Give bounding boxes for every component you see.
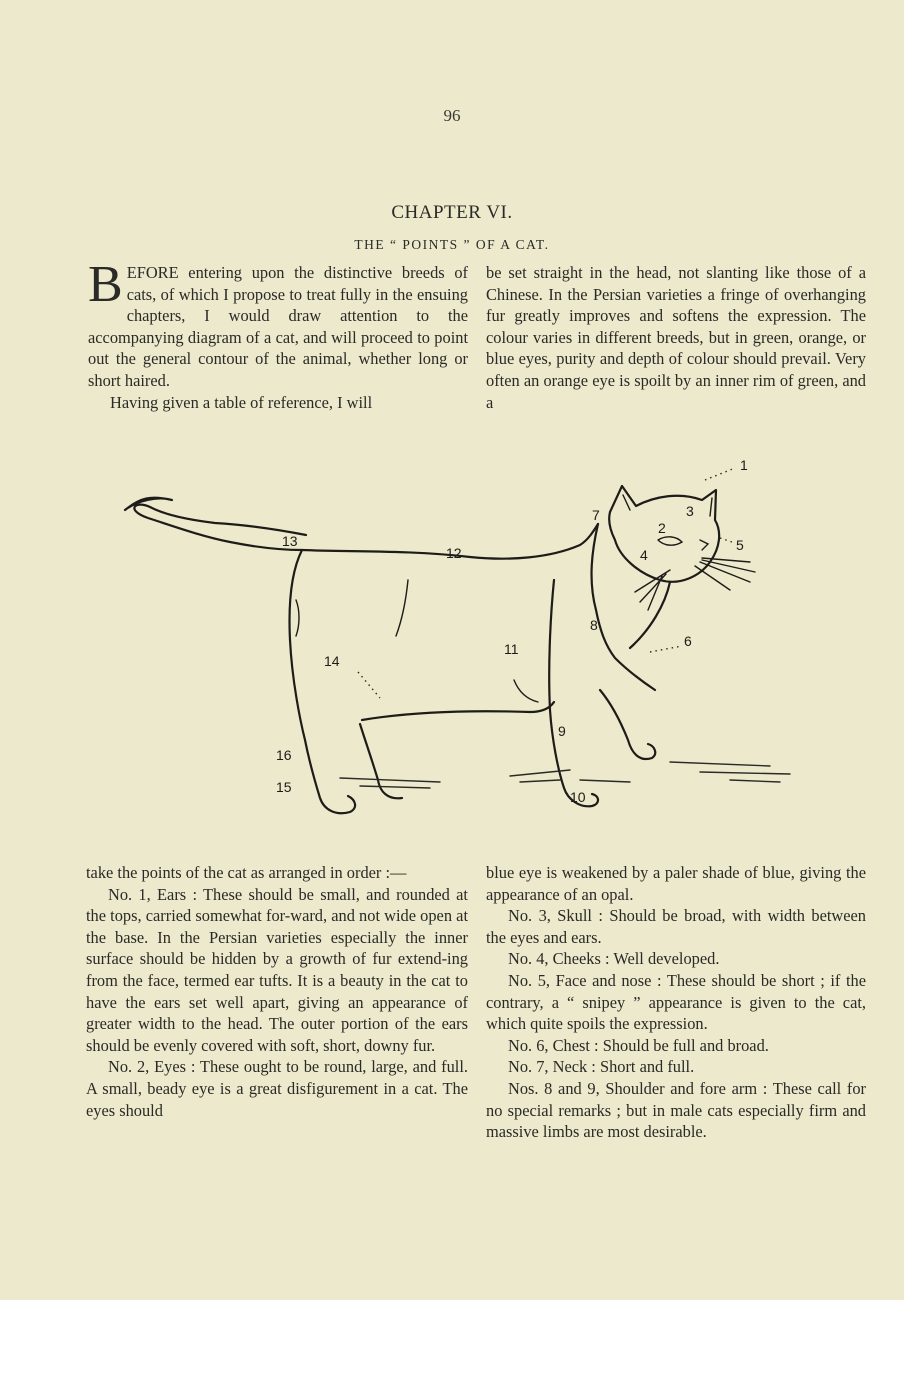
point-label-12: 12 [446, 545, 462, 561]
point-label-16: 16 [276, 747, 292, 763]
paragraph: No. 2, Eyes : These ought to be round, large, and full. A small, beady eye is a great disfigurement in a cat. The eyes should [86, 1057, 468, 1120]
cat-eye [658, 537, 682, 545]
point-label-7: 7 [592, 507, 600, 523]
point-label-2: 2 [658, 520, 666, 536]
cat-front-leg [549, 580, 598, 806]
point-label-14: 14 [324, 653, 340, 669]
cat-belly [362, 702, 554, 720]
point-label-8: 8 [590, 617, 598, 633]
ground-lines [340, 762, 790, 788]
paragraph: No. 4, Cheeks : Well developed. [508, 949, 720, 969]
point-label-10: 10 [570, 789, 586, 805]
bottom-right-column [486, 862, 866, 1143]
cat-whiskers [635, 558, 755, 610]
point-label-13: 13 [282, 533, 298, 549]
top-left-column [88, 256, 468, 413]
point-label-3: 3 [686, 503, 694, 519]
point-label-1: 1 [740, 457, 748, 473]
page-number: 96 [443, 106, 461, 125]
paragraph: No. 7, Neck : Short and full. [508, 1057, 695, 1077]
cat-raised-leg [600, 690, 655, 759]
paragraph: be set straight in the head, not slanting like those of a Chinese. In the Persian varieties a fringe of overhanging fur greatly improves and softens the expression. The colour varies in different breeds, but in green, orange, or blue eyes, purity and depth of colour should prevail. Very often an orange eye is spoilt by an inner rim of green, and a [486, 263, 866, 412]
paragraph: blue eye is weakened by a paler shade of blue, giving the appearance of an opal. [486, 863, 866, 904]
cat-rear-leg [290, 550, 356, 813]
cat-tail-underside [125, 498, 172, 510]
paragraph: Nos. 8 and 9, Shoulder and fore arm : These call for no special remarks ; but in male cats especially firm and massive limbs are most desirable. [486, 1078, 866, 1142]
drop-cap: B [88, 256, 123, 313]
bottom-left-column [86, 862, 468, 1121]
chapter-title: CHAPTER VI. [391, 202, 513, 223]
top-right-column [486, 262, 866, 413]
paragraph: No. 6, Chest : Should be full and broad. [508, 1035, 769, 1055]
point-label-15: 15 [276, 779, 292, 795]
paragraph: No. 1, Ears : These should be small, and rounded at the tops, carried somewhat for-ward, and not wide open at the base. In the Persian varieties especially the inner surface should be hidden by a growth of fur extend-ing from the face, termed ear tufts. It is a beauty in the cat to have the ears set well apart, giving an appearance of greater width to the head. The outer portion of the ears should be evenly covered with soft, short, downy fur. [86, 884, 468, 1055]
point-label-4: 4 [640, 547, 648, 563]
point-label-6: 6 [684, 633, 692, 649]
paragraph [88, 256, 468, 392]
point-label-5: 5 [736, 537, 744, 553]
cat-illustration [110, 440, 800, 840]
point-label-9: 9 [558, 723, 566, 739]
paragraph: No. 5, Face and nose : These should be short ; if the contrary, a “ snipey ” appearance is given to the cat, which quite spoils the expression. [486, 970, 866, 1034]
cat-points-diagram [110, 440, 800, 840]
cat-tail [134, 505, 306, 550]
cat-nose [700, 540, 708, 550]
paragraph: Having given a table of reference, I will [110, 392, 373, 412]
chapter-subtitle: THE “ POINTS ” OF A CAT. [354, 237, 550, 252]
paragraph: No. 3, Skull : Should be broad, with width between the eyes and ears. [486, 906, 866, 947]
pointer-dots [358, 468, 735, 698]
cat-fur-marks [296, 580, 538, 702]
paragraph: take the points of the cat as arranged in order :— [86, 863, 407, 882]
point-label-11: 11 [504, 641, 519, 657]
paragraph-text: EFORE entering upon the distinctive breeds of cats, of which I propose to treat fully in the ensuing chapters, I would draw attention to the accompanying diagram of a cat, and will proceed to point out the general contour of the animal, whether long or short haired. [88, 263, 468, 390]
